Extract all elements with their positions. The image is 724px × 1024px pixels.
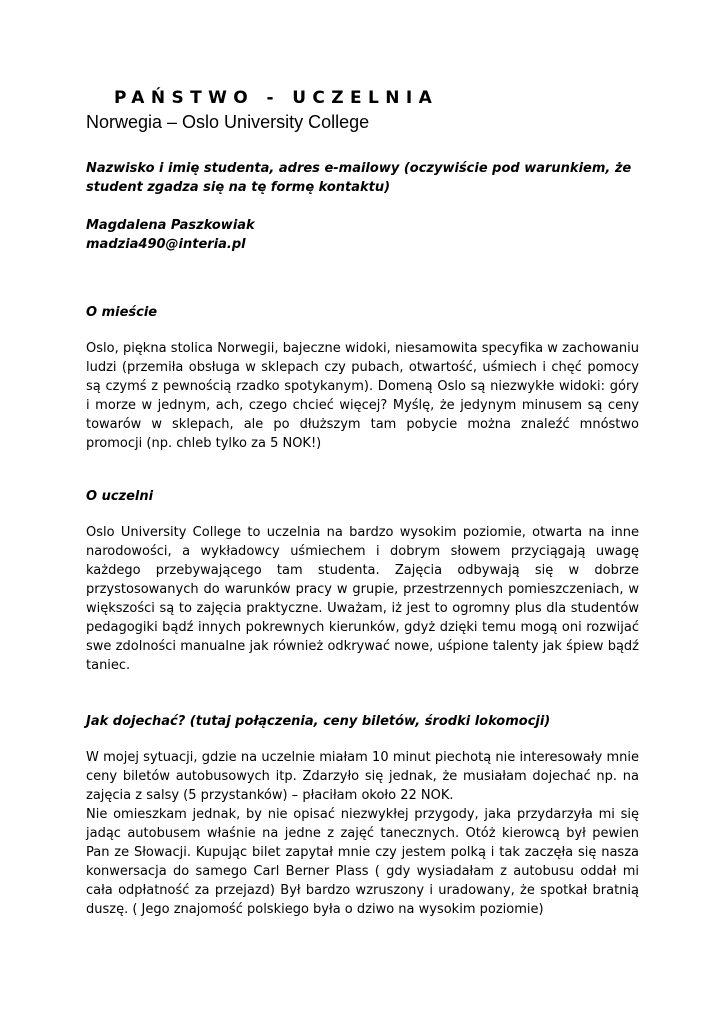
section-paragraph-transport-1: W mojej sytuacji, gdzie na uczelnie miałam 10 minut piechotą nie interesowały mnie ceny biletów autobusowych itp. Zdarzyło się jednak, że musiałam dojechać np. na zajęcia z salsy (5 przystanków) – płaciłam około 22 NOK. [86,750,639,803]
student-name: Magdalena Paszkowiak [86,218,255,233]
section-heading-university: O uczelni [86,489,154,504]
section-paragraph-university: Oslo University College to uczelnia na bardzo wysokim poziomie, otwarta na inne narodowości, a wykładowcy uśmiechem i dobrym słowem przyciągają uwagę każdego przebywającego tam studenta. Zajęcia odbywają się w dobrze przystosowanych do warunków pracy w grupie, przestrzennych pomieszczeniach, w większości są to zajęcia praktyczne. Uważam, iż jest to ogromny plus dla studentów pedagogiki bądź innych pokrewnych kierunków, gdyż dzięki temu mogą oni rozwijać swe zdolności manualne jak również odkrywać nowe, uśpione talenty jak śpiew bądź taniec. [86,525,639,673]
student-info-prompt: Nazwisko i imię studenta, adres e-mailowy (oczywiście pod warunkiem, że student zgadza się na tę formę kontaktu) [86,161,632,195]
section-paragraph-city: Oslo, piękna stolica Norwegii, bajeczne widoki, niesamowita specyfika w zachowaniu ludzi (przemiła obsługa w sklepach czy pubach, otwartość, uśmiech i chęć pomocy są czymś z pewnością rzadko spotykanym). Domeną Oslo są niezwykłe widoki: góry i morze w jednym, ach, czego chcieć więcej? Myślę, że jedynym minusem są ceny towarów w sklepach, ale po dłuższym tam pobycie można znaleźć mnóstwo promocji (np. chleb tylko za 5 NOK!) [86,341,639,451]
section-paragraph-transport-2: Nie omieszkam jednak, by nie opisać niezwykłej przygody, jaka przydarzyła mi się jadąc autobusem właśnie na jedne z zajęć tanecznych. Otóż kierowcą był pewien Pan ze Słowacji. Kupując bilet zapytał mnie czy jestem polką i tak zaczęła się nasza konwersacja do samego Carl Berner Plass ( gdy wysiadałam z autobusu oddał mi cała odpłatność za przejazd) Był bardzo wzruszony i uradowany, że spotkał bratnią duszę. ( Jego znajomość polskiego była o dziwo na wysokim poziomie) [86,807,639,917]
section-heading-city: O mieście [86,305,158,320]
page-subtitle: Norwegia – Oslo University College [86,112,370,132]
document-page [86,86,639,919]
section-heading-transport: Jak dojechać? (tutaj połączenia, ceny biletów, środki lokomocji) [86,714,551,729]
student-email: madzia490@interia.pl [86,237,246,252]
page-title: PAŃSTWO - UCZELNIA [114,88,439,108]
